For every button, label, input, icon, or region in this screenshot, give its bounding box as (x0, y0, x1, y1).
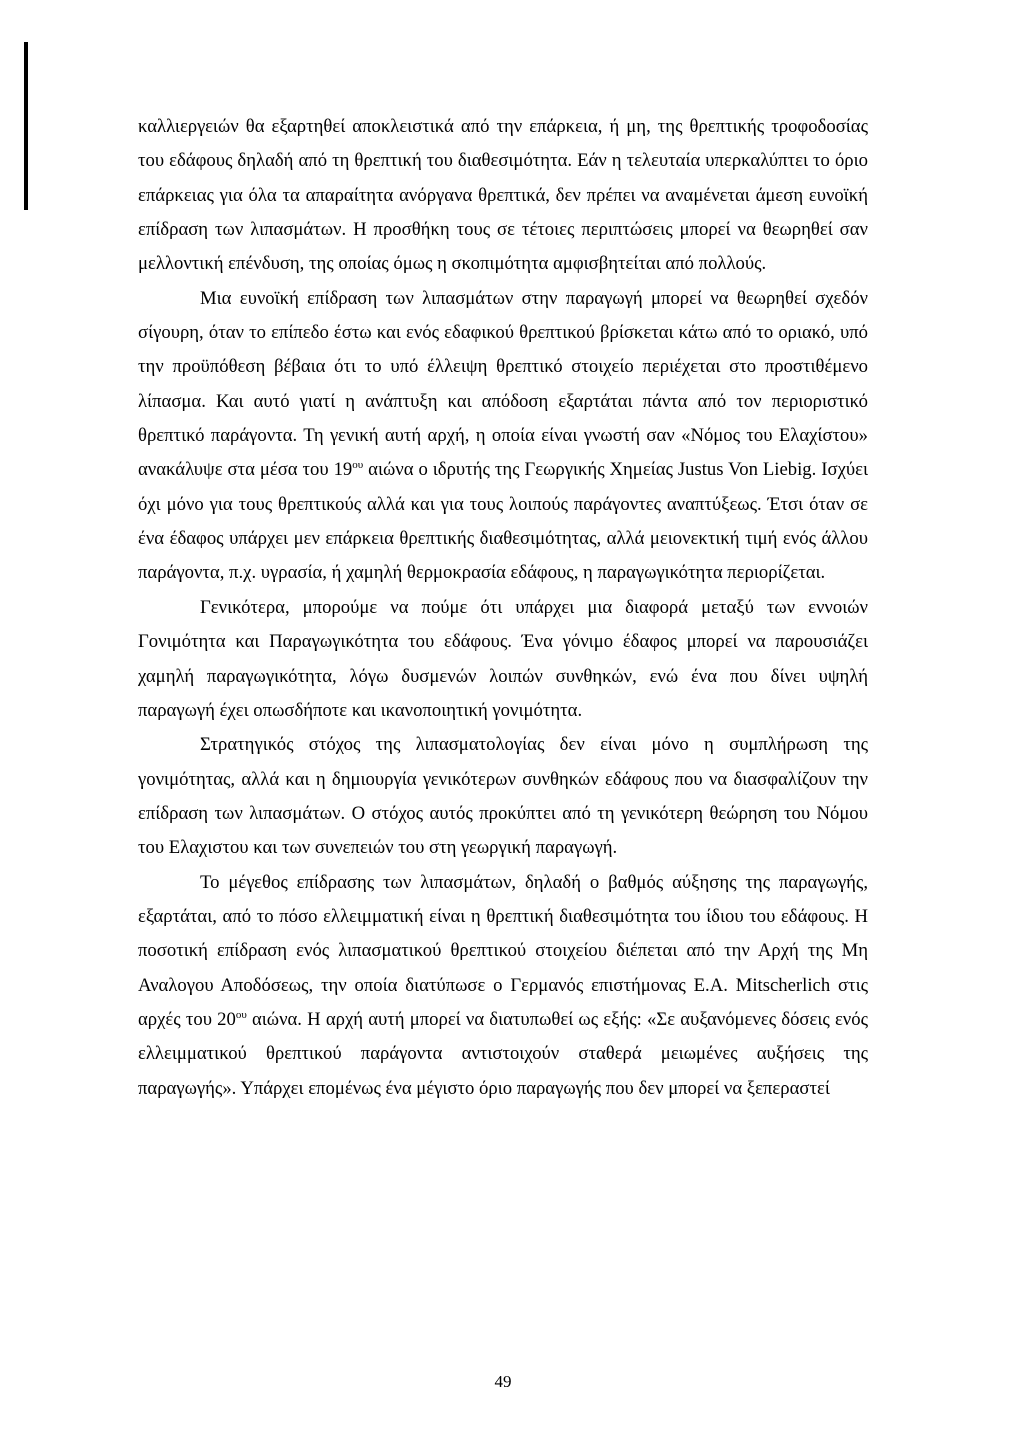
ordinal-suffix: ου (352, 459, 364, 472)
paragraph-2-part-b: αιώνα ο ιδρυτής της Γεωργικής Χημείας Justus Von Liebig. Ισχύει όχι μόνο για τους θρεπτικούς αλλά και για τους λοιπούς παράγοντες αναπτύξεως. Έτσι όταν σε ένα έδαφος υπάρχει μεν επάρκεια θρεπτικής διαθεσιμότητας, αλλά μειονεκτική τιμή ενός άλλου παράγοντα, π.χ. υγρασία, ή χαμηλή θερμοκρασία εδάφους, η παραγωγικότητα περιορίζεται. (138, 459, 868, 584)
paragraph-1: καλλιεργειών θα εξαρτηθεί αποκλειστικά από την επάρκεια, ή μη, της θρεπτικής τροφοδοσίας του εδάφους δηλαδή από τη θρεπτική του διαθεσιμότητα. Εάν η τελευταία υπερκαλύπτει το όριο επάρκειας για όλα τα απαραίτητα ανόργανα θρεπτικά, δεν πρέπει να αναμένεται άμεση ευνοϊκή επίδραση των λιπασμάτων. Η προσθήκη τους σε τέτοιες περιπτώσεις μπορεί να θεωρηθεί σαν μελλοντική επένδυση, της οποίας όμως η σκοπιμότητα αμφισβητείται από πολλούς. (138, 116, 868, 275)
paragraph-4: Στρατηγικός στόχος της λιπασματολογίας δεν είναι μόνο η συμπλήρωση της γονιμότητας, αλλά και η δημιουργία γενικότερων συνθηκών εδάφους που να διασφαλίζουν την επίδραση των λιπασμάτων. Ο στόχος αυτός προκύπτει από τη γενικότερη θεώρηση του Νόμου του Ελαχιστου και των συνεπειών του στη γεωργική παραγωγή. (138, 734, 868, 859)
page-number: 49 (494, 1372, 512, 1391)
page-body (138, 110, 868, 1106)
paragraph-5-part-a: Το μέγεθος επίδρασης των λιπασμάτων, δηλαδή ο βαθμός αύξησης της παραγωγής, εξαρτάται, από το πόσο ελλειμματική είναι η θρεπτική διαθεσιμότητα του ίδιου του εδάφους. Η ποσοτική επίδραση ενός λιπασματικού θρεπτικού στοιχείου διέπεται από την Αρχή της Μη Αναλογου Αποδόσεως, την οποία διατύπωσε ο Γερμανός επιστήμονας Ε.Α. Mitscherlich στις αρχές του 20 (138, 871, 868, 1030)
paragraph-5 (138, 866, 868, 1106)
scan-edge-mark (24, 42, 28, 210)
ordinal-suffix: ου (235, 1008, 247, 1021)
paragraph-5-part-b: αιώνα. Η αρχή αυτή μπορεί να διατυπωθεί ως εξής: «Σε αυξανόμενες δόσεις ενός ελλειμματικού θρεπτικού παράγοντα αντιστοιχούν σταθερά μειωμένες αυξήσεις της παραγωγής». Υπάρχει επομένως ένα μέγιστο όριο παραγωγής που δεν μπορεί να ξεπεραστεί (138, 1008, 868, 1099)
paragraph-2 (138, 282, 868, 591)
paragraph-2-part-a: Μια ευνοϊκή επίδραση των λιπασμάτων στην παραγωγή μπορεί να θεωρηθεί σχεδόν σίγουρη, όταν το επίπεδο έστω και ενός εδαφικού θρεπτικού βρίσκεται κάτω από το οριακό, υπό την προϋπόθεση βέβαια ότι το υπό έλλειψη θρεπτικό στοιχείο περιέχεται στο προστιθέμενο λίπασμα. Και αυτό γιατί η ανάπτυξη και απόδοση εξαρτάται πάντα από τον περιοριστικό θρεπτικό παράγοντα. Τη γενική αυτή αρχή, η οποία είναι γνωστή σαν «Νόμος του Ελαχίστου» ανακάλυψε στα μέσα του 19 (138, 287, 868, 481)
paragraph-3: Γενικότερα, μπορούμε να πούμε ότι υπάρχει μια διαφορά μεταξύ των εννοιών Γονιμότητα και Παραγωγικότητα του εδάφους. Ένα γόνιμο έδαφος μπορεί να παρουσιάζει χαμηλή παραγωγικότητα, λόγω δυσμενών λοιπών συνθηκών, ενώ ένα που δίνει υψηλή παραγωγή έχει οπωσδήποτε και ικανοποιητική γονιμότητα. (138, 596, 868, 721)
